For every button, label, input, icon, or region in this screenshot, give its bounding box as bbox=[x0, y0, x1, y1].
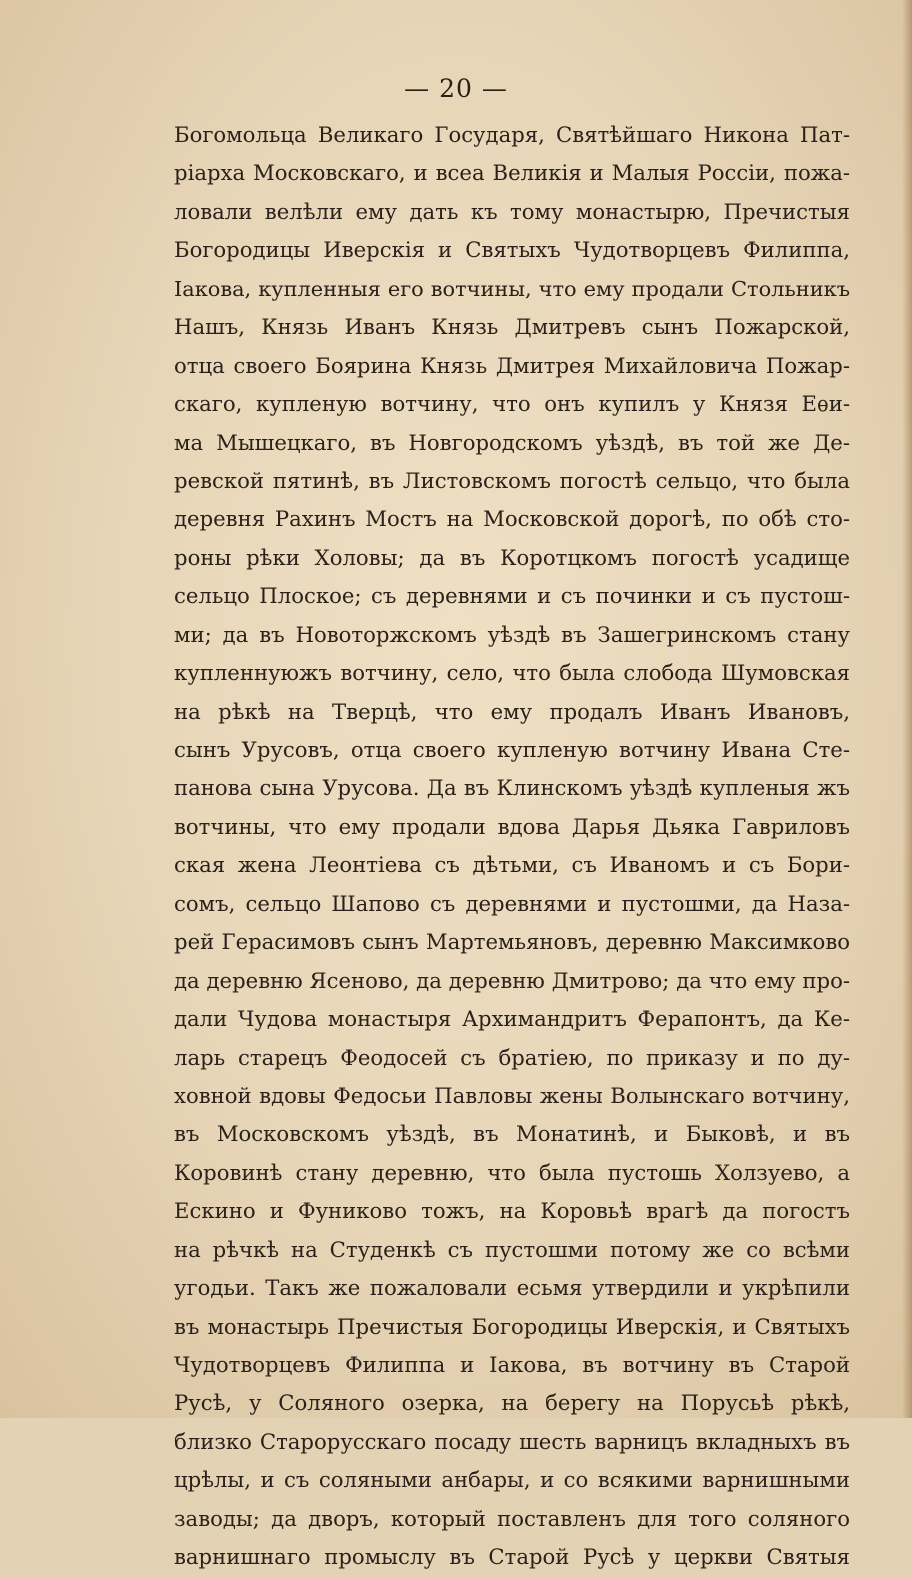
text-line: отца своего Боярина Князь Дмитрея Михайловича Пожар- bbox=[174, 352, 850, 378]
text-line: роны рѣки Холовы; да въ Коротцкомъ погостѣ усадище bbox=[174, 544, 850, 570]
text-line: деревня Рахинъ Мостъ на Московской дорогѣ, по обѣ сто- bbox=[174, 506, 850, 532]
text-line: Іакова, купленныя его вотчины, что ему продали Стольникъ bbox=[174, 276, 850, 301]
text-line: ларь старецъ Феодосей съ братіею, по приказу и по ду- bbox=[174, 1044, 850, 1070]
text-line: панова сына Урусова. Да въ Клинскомъ уѣздѣ купленыя жъ bbox=[174, 775, 850, 801]
text-line: заводы; да дворъ, который поставленъ для того соляного bbox=[174, 1505, 850, 1531]
text-line: ми; да въ Новоторжскомъ уѣздѣ въ Зашегринскомъ стану bbox=[174, 621, 850, 647]
text-line: црѣлы, и съ соляными анбары, и со всякими варнишными bbox=[174, 1467, 850, 1493]
text-line: да деревню Ясеново, да деревню Дмитрово; да что ему про- bbox=[174, 967, 850, 993]
text-line: угодьи. Такъ же пожаловали есьмя утвердили и укрѣпили bbox=[174, 1275, 850, 1301]
text-line: въ монастырь Пречистыя Богородицы Иверскія, и Святыхъ bbox=[174, 1313, 850, 1339]
text-line: въ Московскомъ уѣздѣ, въ Монатинѣ, и Быковѣ, и въ bbox=[174, 1121, 850, 1147]
text-line: Богомольца Великаго Государя, Святѣйшаго Никона Пат- bbox=[174, 122, 850, 147]
text-line: ловали велѣли ему дать къ тому монастырю, Пречистыя bbox=[174, 198, 850, 224]
text-line: сомъ, сельцо Шапово съ деревнями и пустошми, да Наза- bbox=[174, 890, 850, 916]
page-edge-shadow bbox=[902, 0, 912, 1418]
text-line: дали Чудова монастыря Архимандритъ Ферапонтъ, да Ке- bbox=[174, 1006, 850, 1032]
text-line: Ескино и Фуниково тожъ, на Коровьѣ врагѣ да погостъ bbox=[174, 1198, 850, 1224]
text-line: ма Мышецкаго, въ Новгородскомъ уѣздѣ, въ той же Де- bbox=[174, 429, 850, 455]
text-line: сельцо Плоское; съ деревнями и съ починки и съ пустош- bbox=[174, 583, 850, 609]
body-text bbox=[174, 116, 850, 1577]
text-line: Нашъ, Князь Иванъ Князь Дмитревъ сынъ Пожарской, bbox=[174, 314, 850, 340]
text-line: рей Герасимовъ сынъ Мартемьяновъ, деревню Максимково bbox=[174, 929, 850, 955]
text-line: Богородицы Иверскія и Святыхъ Чудотворцевъ Филиппа, bbox=[174, 237, 850, 263]
text-line: Русѣ, у Соляного озерка, на берегу на Порусьѣ рѣкѣ, bbox=[174, 1390, 850, 1416]
text-line: варнишнаго промыслу въ Старой Русѣ у церкви Святыя bbox=[174, 1544, 850, 1570]
text-line: ревской пятинѣ, въ Листовскомъ погостѣ сельцо, что была bbox=[174, 467, 850, 493]
text-line: скаго, купленую вотчину, что онъ купилъ у Князя Еѳи- bbox=[174, 391, 850, 417]
text-line: Коровинѣ стану деревню, что была пустошь Холзуево, а bbox=[174, 1159, 850, 1185]
text-line: близко Старорусскаго посаду шесть варницъ вкладныхъ въ bbox=[174, 1428, 850, 1454]
text-line: ховной вдовы Федосьи Павловы жены Волынскаго вотчину, bbox=[174, 1082, 850, 1108]
text-line: купленнуюжъ вотчину, село, что была слобода Шумовская bbox=[174, 660, 850, 686]
text-line: сынъ Урусовъ, отца своего купленую вотчину Ивана Сте- bbox=[174, 737, 850, 762]
text-line: вотчины, что ему продали вдова Дарья Дьяка Гавриловъ bbox=[174, 813, 850, 839]
text-line: на рѣчкѣ на Студенкѣ съ пустошми потому же со всѣми bbox=[174, 1236, 850, 1262]
page-number: — 20 — bbox=[404, 74, 508, 103]
text-line: ская жена Леонтіева съ дѣтьми, съ Иваномъ и съ Бори- bbox=[174, 852, 850, 878]
text-line: Чудотворцевъ Филиппа и Іакова, въ вотчину въ Старой bbox=[174, 1352, 850, 1377]
text-line: на рѣкѣ на Тверцѣ, что ему продалъ Иванъ Ивановъ, bbox=[174, 698, 850, 724]
text-line: ріарха Московскаго, и всеа Великія и Малыя Россіи, пожа- bbox=[174, 160, 850, 186]
